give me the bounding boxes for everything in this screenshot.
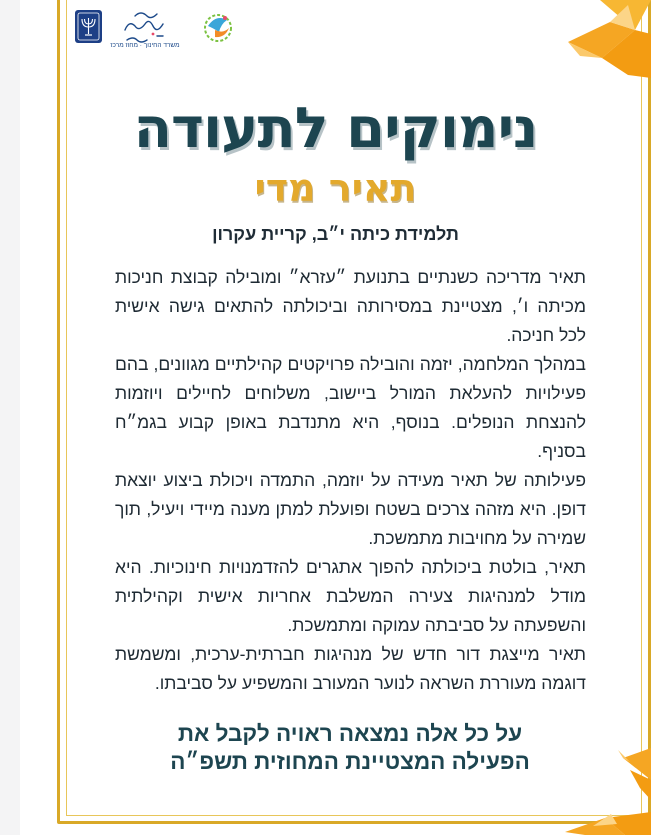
recipient-name: תאיר מדי	[254, 166, 417, 210]
origami-crane-icon	[540, 0, 651, 80]
certificate-page	[20, 0, 651, 835]
justification-body	[115, 263, 586, 698]
paragraph: תאיר מדריכה כשנתיים בתנועת ״עזרא״ ומובילה קבוצת חניכות מכיתה ו׳, מצטיינת במסירותה וביכולתה להתאים גישה אישית לכל חניכה.	[115, 267, 586, 345]
paragraph: במהלך המלחמה, יזמה והובילה פרויקטים קהילתיים מגוונים, בהם פעילויות להעלאת המורל ביישוב, משלוחים לחיילים ויוזמות להנצחת הנופלים. בנוסף, היא מתנדבת באופן קבוע בגמ״ח בסניף.	[115, 354, 586, 461]
paragraph: תאיר, בולטת ביכולתה להפוך אתגרים להזדמנויות חינוכיות. היא מודל למנהיגות צעירה המשלבת אחריות אישית וקהילתית והשפעתה על סביבתה עמוקה ומתמשכת.	[115, 557, 586, 635]
origami-crane-icon	[618, 740, 651, 800]
student-details: תלמידת כיתה י״ב, קריית עקרון	[212, 224, 459, 244]
paragraph: תאיר מייצגת דור חדש של מנהיגות חברתית-ערכית, ומשמשת דוגמה מעוררת השראה לנוער המעורב והמשפיע על סביבתו.	[115, 644, 586, 693]
closing-statement	[100, 720, 600, 776]
ministry-logo-icon	[125, 13, 163, 42]
closing-line: הפעילה המצטיינת המחוזית תשפ״ה	[170, 749, 530, 774]
ministry-name: משרד החינוך · מחוז מרכז	[110, 42, 180, 49]
certificate-title: נימוקים לתעודה	[133, 96, 538, 161]
paragraph: פעילותה של תאיר מעידה על יוזמה, התמדה ויכולת ביצוע יוצאת דופן. היא מזהה צרכים בשטח ופועלת למתן מענה מיידי ויעיל, תוך שמירה על מחויבות מתמשכת.	[115, 470, 586, 548]
origami-crane-icon	[565, 812, 651, 835]
colorful-bird-logo-icon	[205, 15, 231, 41]
menorah-emblem-icon	[75, 10, 102, 43]
logos-strip	[75, 4, 245, 50]
closing-line: על כל אלה נמצאה ראויה לקבל את	[177, 721, 523, 746]
